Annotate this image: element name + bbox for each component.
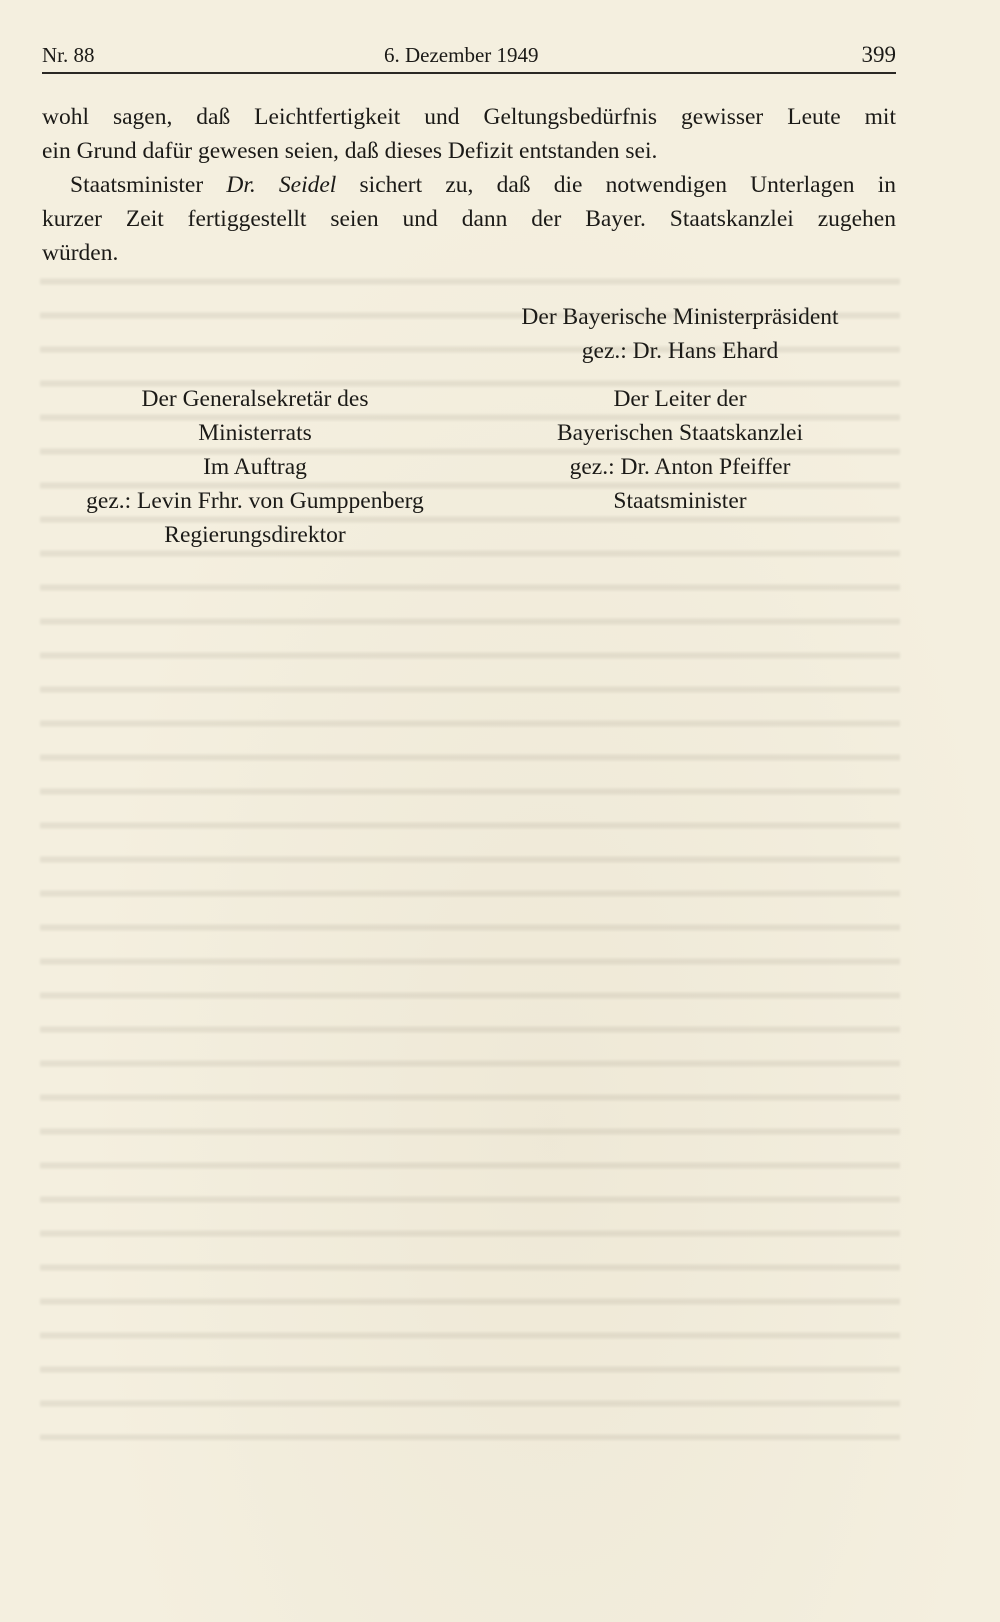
paragraph-2-line-1 xyxy=(42,168,896,202)
paragraph-1-line-1: wohl sagen, daß Leichtfertigkeit und Geltungsbedürfnis gewisser Leute mit xyxy=(42,104,896,130)
signature-rank: Regierungsdirektor xyxy=(164,522,346,548)
body-text xyxy=(42,100,896,270)
signature-title-line-2: Bayerischen Staatskanzlei xyxy=(556,420,803,446)
header-rule xyxy=(42,72,896,74)
signature-title-line-1: Der Leiter der xyxy=(613,386,747,412)
signature-title: Der Bayerische Ministerpräsident xyxy=(521,304,839,330)
signature-signed: gez.: Dr. Hans Ehard xyxy=(581,338,779,364)
signature-rank: Staatsminister xyxy=(613,488,747,514)
paragraph-2-line-1-b: sichert zu, daß die notwendigen Unterlagen in xyxy=(336,172,897,198)
minister-name: Seidel xyxy=(278,172,337,198)
paragraph-2-line-2: kurzer Zeit fertiggestellt seien und dann der Bayer. Staatskanzlei zugehen xyxy=(42,206,896,232)
signature-general-secretary xyxy=(40,382,470,552)
signature-signed: gez.: Levin Frhr. von Gumppenberg xyxy=(86,488,424,514)
running-header xyxy=(42,40,896,74)
issue-number: Nr. 88 xyxy=(42,43,95,67)
signature-chancellery-head xyxy=(500,382,860,518)
paragraph-2-line-1-a: Staatsminister xyxy=(70,172,227,198)
signature-signed: gez.: Dr. Anton Pfeiffer xyxy=(569,454,791,480)
paragraph-1-line-2: ein Grund dafür gewesen seien, daß dieses Defizit entstanden sei. xyxy=(42,138,658,164)
signature-on-behalf: Im Auftrag xyxy=(203,454,307,480)
page-number: 399 xyxy=(861,42,896,67)
name-spacer xyxy=(256,172,279,198)
header-date: 6. Dezember 1949 xyxy=(384,43,539,67)
signature-minister-president xyxy=(470,300,890,368)
signature-title-line-1: Der Generalsekretär des xyxy=(141,386,369,412)
paragraph-2-line-3: würden. xyxy=(42,240,119,266)
minister-title: Dr. xyxy=(226,172,256,198)
signature-title-line-2: Ministerrats xyxy=(198,420,312,446)
